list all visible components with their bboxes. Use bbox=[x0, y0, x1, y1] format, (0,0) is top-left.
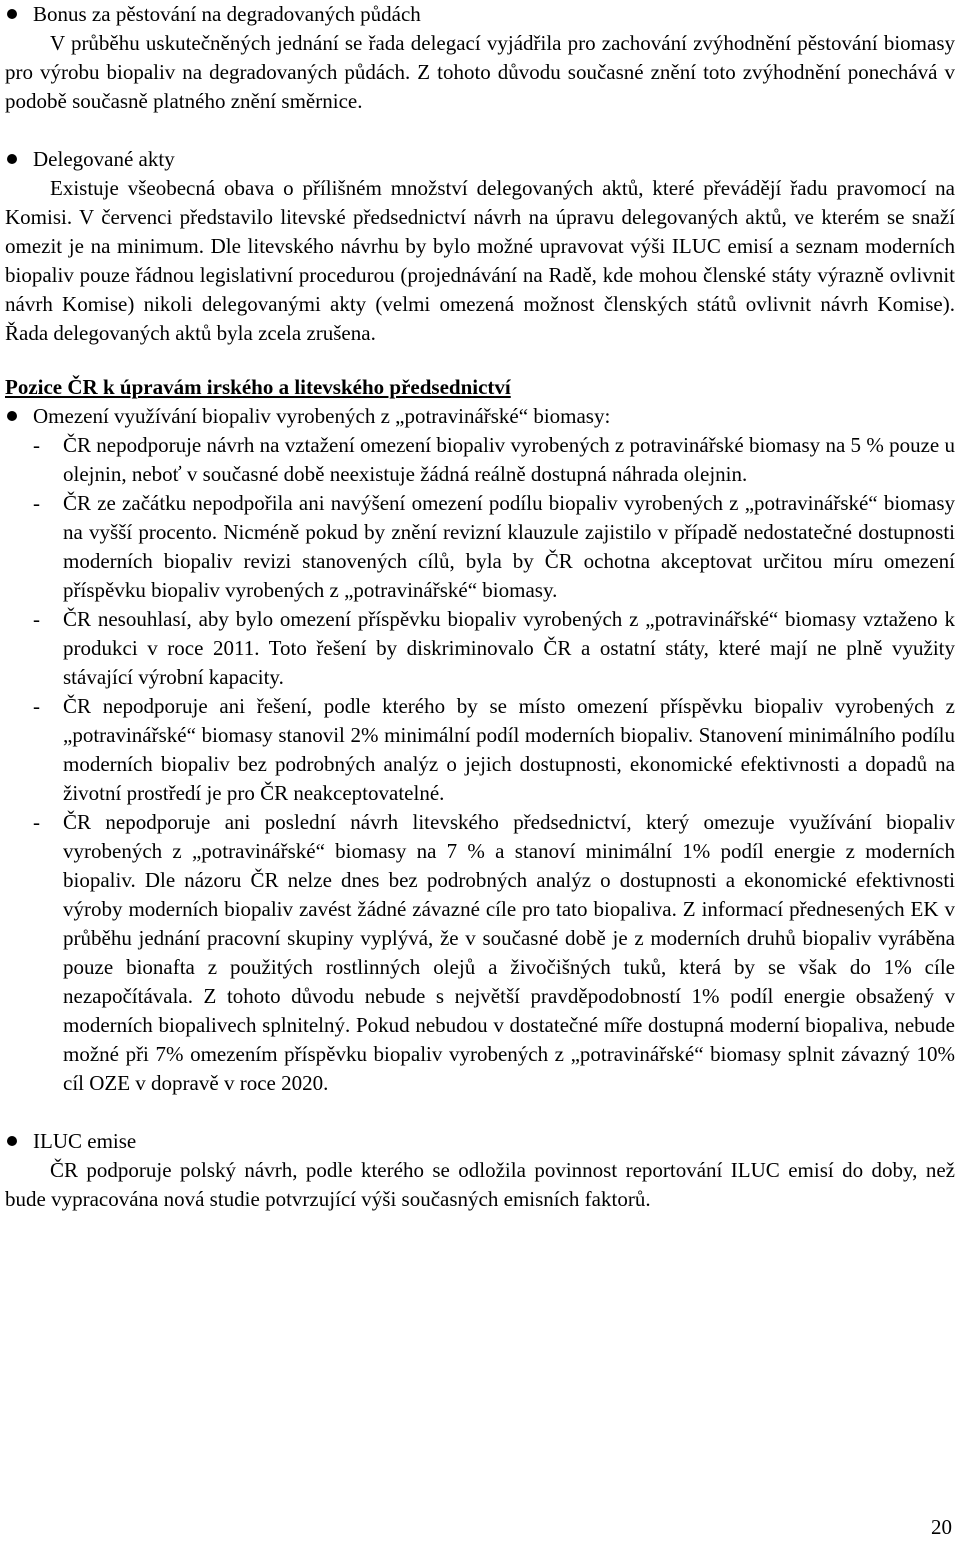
list-item-text: ČR nepodporuje ani řešení, podle kterého by se místo omezení příspěvku biopaliv vyrobených z „potravinářské“ biomasy stanovil 2% minimální podíl moderních biopaliv. Stanovení minimálního podílu moderních biopaliv bez podrobných analýz o jejich dostupnosti, ekonomické efektivnosti a dopadů na životní prostředí je pro ČR neakceptovatelné. bbox=[63, 694, 955, 805]
list-item bbox=[5, 808, 955, 1098]
section-paragraph: V průběhu uskutečněných jednání se řada delegací vyjádřila pro zachování zvýhodnění pěstování biomasy pro výrobu biopaliv na degradovaných půdách. Z tohoto důvodu současné znění toto zvýhodnění ponechává v podobě současně platného znění směrnice. bbox=[5, 31, 955, 113]
section-title: ILUC emise bbox=[33, 1129, 137, 1153]
section-title: Bonus za pěstování na degradovaných půdách bbox=[33, 2, 421, 26]
section-heading: Pozice ČR k úpravám irského a litevského předsednictví bbox=[5, 375, 511, 399]
section-paragraph: ČR podporuje polský návrh, podle kterého se odložila povinnost reportování ILUC emisí do doby, než bude vypracována nová studie potvrzující výši současných emisních faktorů. bbox=[5, 1158, 955, 1211]
section-iluc bbox=[5, 1127, 955, 1214]
document-page bbox=[5, 0, 955, 1214]
list-item-text: ČR nesouhlasí, aby bylo omezení příspěvku biopaliv vyrobených z „potravinářské“ biomasy vztaženo k produkci v roce 2011. Toto řešení by diskriminovalo ČR a ostatní státy, které mají ne plně využity stávající výrobní kapacity. bbox=[63, 607, 955, 689]
list-item bbox=[5, 692, 955, 808]
list-item-text: ČR nepodporuje návrh na vztažení omezení biopaliv vyrobených z potravinářské biomasy na 5 % pouze u olejnin, neboť v současné době neexistuje žádná reálně dostupná náhrada olejnin. bbox=[63, 433, 955, 486]
list-item bbox=[5, 489, 955, 605]
list-item bbox=[5, 605, 955, 692]
page-number: 20 bbox=[931, 1515, 952, 1539]
list-item-text: ČR nepodporuje ani poslední návrh litevského předsednictví, který omezuje využívání biopaliv vyrobených z „potravinářské“ biomasy na 7 % a stanoví minimální 1% podíl energie z moderních biopaliv. Dle názoru ČR nelze dnes bez podrobných analýz o dostupnosti a ekonomické efektivnosti výroby moderních biopaliv zavést žádné závazné cíle pro tato biopaliva. Z informací přednesených EK v průběhu jednání pracovní skupiny vyplývá, že v současné době je z moderních druhů biopaliv vyráběna pouze bionafta z použitých rostlinných olejů a živočišných tuků, která by se však do 1% cíle nezapočítávala. Z tohoto důvodu nebude s největší pravděpodobností 1% podíl energie obsažený v moderních biopalivech splnitelný. Pokud nebudou v dostatečné míře dostupná moderní biopaliva, nebude možné při 7% omezením příspěvku biopaliv vyrobených z „potravinářské“ biomasy splnit závazný 10% cíl OZE v dopravě v roce 2020. bbox=[63, 810, 955, 1095]
dash-marker: - bbox=[33, 433, 40, 457]
position-list bbox=[5, 431, 955, 1098]
dash-marker: - bbox=[33, 810, 40, 834]
section-delegated-acts bbox=[5, 145, 955, 348]
section-title: Delegované akty bbox=[33, 147, 175, 171]
section-position-restriction bbox=[5, 402, 955, 431]
section-bonus bbox=[5, 0, 955, 116]
list-item bbox=[5, 431, 955, 489]
section-title: Omezení využívání biopaliv vyrobených z „potravinářské“ biomasy: bbox=[33, 404, 611, 428]
dash-marker: - bbox=[33, 491, 40, 515]
list-item-text: ČR ze začátku nepodpořila ani navýšení omezení podílu biopaliv vyrobených z „potravinářské“ biomasy na vyšší procento. Nicméně pokud by znění revizní klauzule zajistilo v případě nedostatečné dostupnosti moderních biopaliv revizi stanovených cílů, byla by ČR ochotna akceptovat určitou míru omezení příspěvku biopaliv vyrobených z „potravinářské“ biomasy. bbox=[63, 491, 955, 602]
section-paragraph: Existuje všeobecná obava o přílišném množství delegovaných aktů, které převádějí řadu pravomocí na Komisi. V červenci představilo litevské předsednictví návrh na úpravu delegovaných aktů, ve kterém se snaží omezit je na minimum. Dle litevského návrhu by bylo možné upravovat výši ILUC emisí a seznam moderních biopaliv pouze řádnou legislativní procedurou (projednávání na Radě, kde mohou členské státy výrazně ovlivnit návrh Komise) nikoli delegovanými akty (velmi omezená možnost členských států ovlivnit návrh Komise). Řada delegovaných aktů byla zcela zrušena. bbox=[5, 176, 955, 345]
dash-marker: - bbox=[33, 694, 40, 718]
dash-marker: - bbox=[33, 607, 40, 631]
